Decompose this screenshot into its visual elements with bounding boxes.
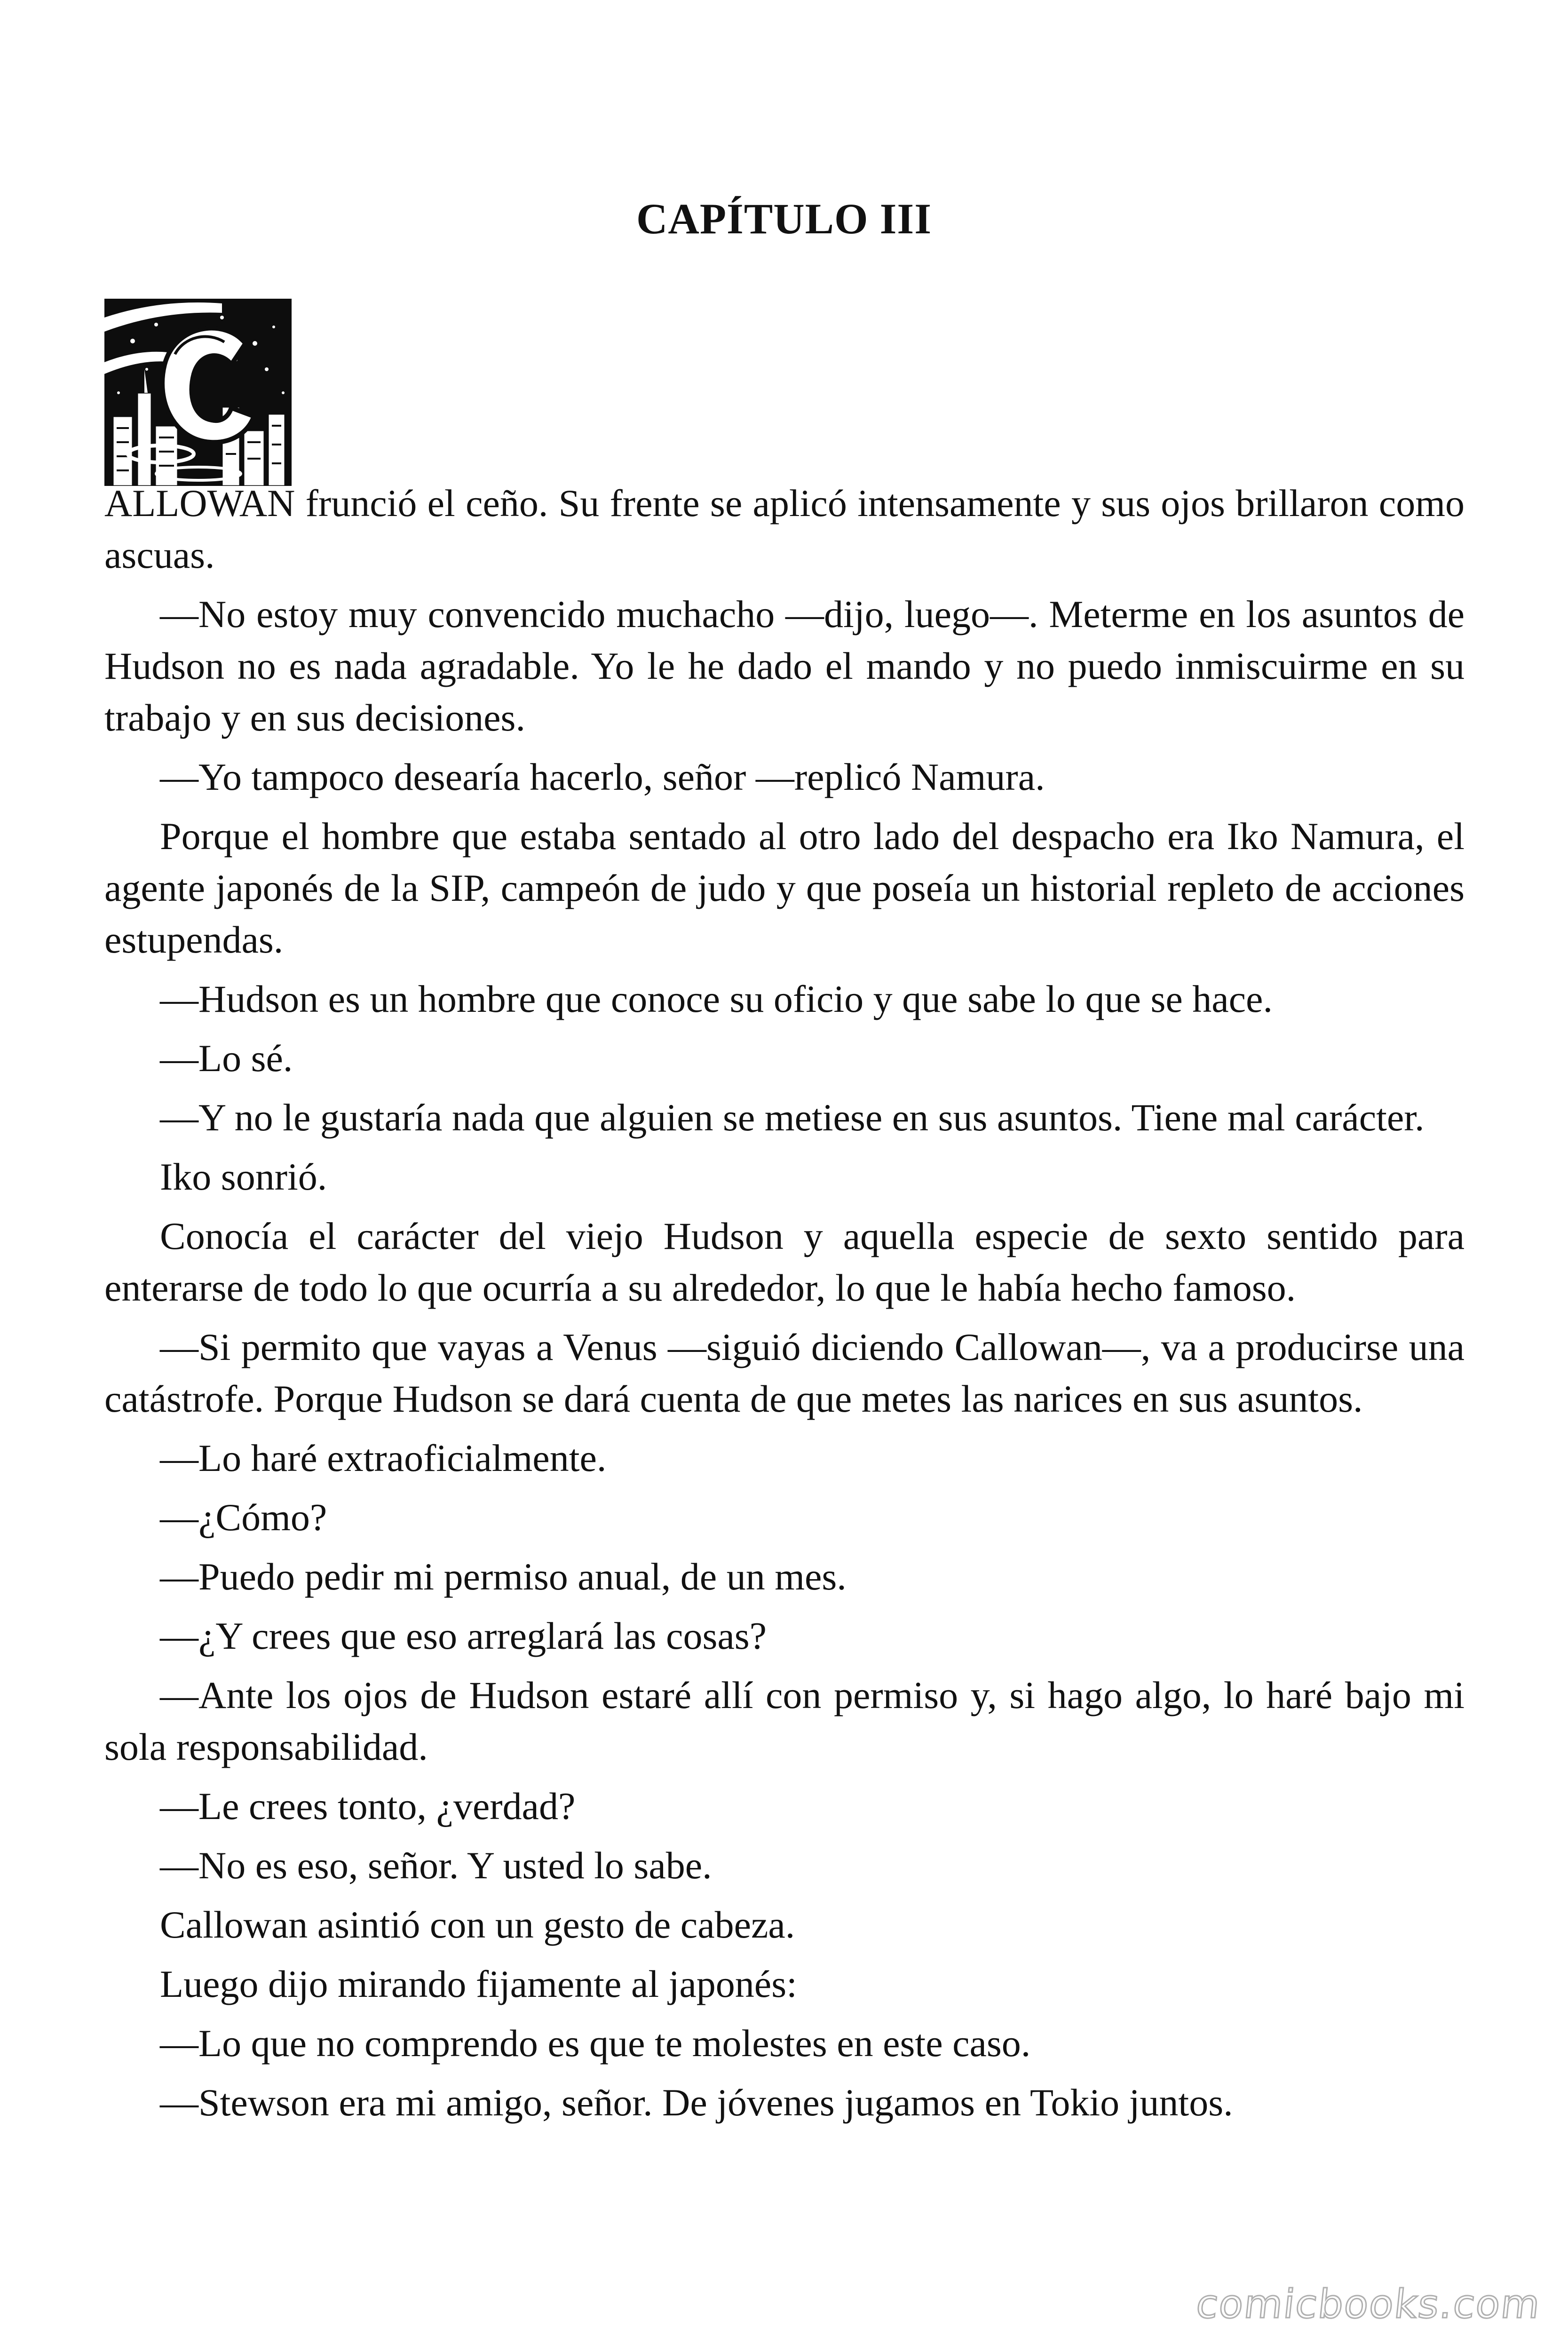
paragraph: —No estoy muy convencido muchacho —dijo, luego—. Meterme en los asuntos de Hudson no es nada agradable. Yo le he dado el mando y no puedo inmiscuirme en su trabajo y en sus decisiones. — [104, 593, 1465, 739]
paragraph: —Lo que no comprendo es que te molestes en este caso. — [160, 2022, 1031, 2065]
paragraph: —Hudson es un hombre que conoce su oficio y que sabe lo que se hace. — [160, 977, 1273, 1020]
chapter-title: CAPÍTULO III — [636, 195, 932, 243]
paragraph: —Yo tampoco desearía hacerlo, señor —replicó Namura. — [160, 755, 1045, 798]
paragraph: —Ante los ojos de Hudson estaré allí con permiso y, si hago algo, lo haré bajo mi sola responsabilidad. — [104, 1674, 1465, 1768]
paragraph: Porque el hombre que estaba sentado al otro lado del despacho era Iko Namura, el agente japonés de la SIP, campeón de judo y que poseía un historial repleto de acciones estupendas. — [104, 815, 1465, 961]
paragraph: —No es eso, señor. Y usted lo sabe. — [160, 1844, 712, 1887]
watermark: comicbooks.com — [1194, 2281, 1544, 2327]
body-text — [104, 477, 1465, 2136]
paragraph: Conocía el carácter del viejo Hudson y aquella especie de sexto sentido para enterarse de todo lo que ocurría a su alrededor, lo que le había hecho famoso. — [104, 1215, 1465, 1309]
dropcap-illustration — [104, 299, 292, 486]
paragraph: —Le crees tonto, ¿verdad? — [160, 1785, 576, 1828]
paragraph: ALLOWAN frunció el ceño. Su frente se aplicó intensamente y sus ojos brillaron como ascuas. — [104, 482, 1465, 576]
paragraph: —Lo haré extraoficialmente. — [160, 1437, 607, 1479]
paragraph: Luego dijo mirando fijamente al japonés: — [160, 1963, 797, 2005]
paragraph: —Si permito que vayas a Venus —siguió diciendo Callowan—, va a producirse una catástrofe. Porque Hudson se dará cuenta de que metes las narices en sus asuntos. — [104, 1326, 1465, 1420]
dropcap-c-icon — [104, 299, 292, 486]
paragraph: —¿Cómo? — [160, 1496, 327, 1539]
paragraph: —Y no le gustaría nada que alguien se metiese en sus asuntos. Tiene mal carácter. — [160, 1096, 1425, 1139]
paragraph: —Lo sé. — [160, 1037, 293, 1080]
paragraph: Callowan asintió con un gesto de cabeza. — [160, 1903, 795, 1946]
paragraph: Iko sonrió. — [160, 1155, 327, 1198]
paragraph: —Stewson era mi amigo, señor. De jóvenes jugamos en Tokio juntos. — [160, 2081, 1233, 2124]
paragraph: —Puedo pedir mi permiso anual, de un mes. — [160, 1555, 847, 1598]
paragraph: —¿Y crees que eso arreglará las cosas? — [160, 1614, 767, 1657]
